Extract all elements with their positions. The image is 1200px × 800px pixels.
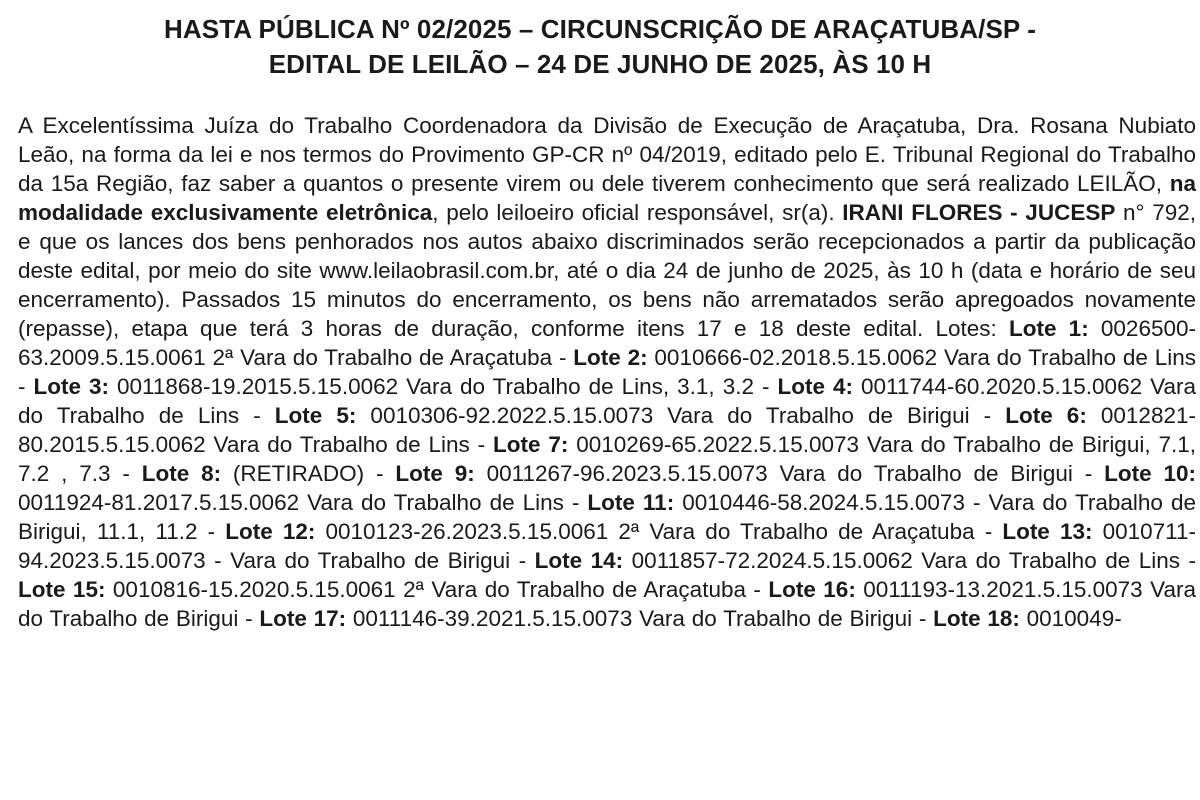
lot-label: Lote 13:	[1002, 519, 1093, 544]
lot-entry-text: (RETIRADO) -	[221, 461, 396, 486]
lot-entry-text: 0011267-96.2023.5.15.0073 Vara do Trabalho de Birigui -	[474, 461, 1105, 486]
lot-label: Lote 15:	[18, 577, 106, 602]
lot-label: Lote 10:	[1104, 461, 1197, 486]
lot-entry-text: 0011868-19.2015.5.15.0062 Vara do Trabalho de Lins, 3.1, 3.2 -	[109, 374, 778, 399]
lot-label: Lote 3:	[33, 374, 110, 399]
lot-entry-text: 0010049-	[1019, 606, 1122, 631]
lot-label: Lote 8:	[141, 461, 222, 486]
lot-entry-text: 0011924-81.2017.5.15.0062 Vara do Trabalho de Lins -	[18, 490, 588, 515]
notice-title	[0, 0, 1200, 82]
lot-entry-text: 0011193-13.2021.5.15.0073 Vara do Trabalho de Birigui -	[18, 577, 1196, 631]
lot-entry-text: 0010446-58.2024.5.15.0073 - Vara do Trabalho de Birigui, 11.1, 11.2 -	[18, 490, 1196, 544]
lot-label: Lote 5:	[274, 403, 357, 428]
lot-label: Lote 2:	[573, 345, 648, 370]
lot-label: Lote 1:	[1008, 316, 1089, 341]
intro-text-3: n° 792, e que os lances dos bens penhorados nos autos abaixo discriminados serão recepcionados a partir da publicação deste edital, por meio do site www.leilaobrasil.com.br, até o dia 24 de junho de 2025, às 10 h (data e horário de seu encerramento). Passados 15 minutos do encerramento, os bens não arrematados serão apregoados novamente (repasse), etapa que terá 3 horas de duração, conforme itens 17 e 18 deste edital. Lotes:	[18, 200, 1197, 341]
lot-label: Lote 6:	[1005, 403, 1087, 428]
lot-entry-text: 0011744-60.2020.5.15.0062 Vara do Trabalho de Lins -	[18, 374, 1196, 428]
lot-label: Lote 16:	[768, 577, 856, 602]
notice-body	[0, 111, 1200, 633]
lot-label: Lote 17:	[259, 606, 347, 631]
lot-label: Lote 12:	[225, 519, 316, 544]
lot-entry-text: 0010269-65.2022.5.15.0073 Vara do Trabalho de Birigui, 7.1, 7.2 , 7.3 -	[18, 432, 1196, 486]
lot-entry-text: 0011857-72.2024.5.15.0062 Vara do Trabalho de Lins -	[623, 548, 1196, 573]
notice-title-line-1: HASTA PÚBLICA Nº 02/2025 – CIRCUNSCRIÇÃO DE ARAÇATUBA/SP -	[164, 14, 1036, 44]
intro-text-2: , pelo leiloeiro oficial responsável, sr(a).	[432, 200, 843, 225]
lot-label: Lote 14:	[534, 548, 624, 573]
lot-entry-text: 0010816-15.2020.5.15.0061 2ª Vara do Trabalho de Araçatuba -	[105, 577, 769, 602]
modality-text: na modalidade exclusivamente eletrônica	[18, 171, 1196, 225]
lot-entry-text: 0010711-94.2023.5.15.0073 - Vara do Trabalho de Birigui -	[18, 519, 1197, 573]
lot-entry-text: 0026500-63.2009.5.15.0061 2ª Vara do Trabalho de Araçatuba -	[18, 316, 1196, 370]
auctioneer-name: IRANI FLORES - JUCESP	[842, 200, 1116, 225]
lot-entry-text: 0010666-02.2018.5.15.0062 Vara do Trabalho de Lins -	[18, 345, 1196, 399]
lot-label: Lote 4:	[777, 374, 853, 399]
lot-label: Lote 9:	[395, 461, 475, 486]
lot-label: Lote 11:	[587, 490, 675, 515]
lot-label: Lote 7:	[493, 432, 569, 457]
notice-title-line-2: EDITAL DE LEILÃO – 24 DE JUNHO DE 2025, ÀS 10 H	[268, 49, 932, 79]
lots-list	[18, 316, 1196, 631]
lot-entry-text: 0010306-92.2022.5.15.0073 Vara do Trabalho de Birigui -	[356, 403, 1006, 428]
intro-text-1: A Excelentíssima Juíza do Trabalho Coordenadora da Divisão de Execução de Araçatuba, Dra. Rosana Nubiato Leão, na forma da lei e nos termos do Provimento GP-CR nº 04/2019, editado pelo E. Tribunal Regional do Trabalho da 15a Região, faz saber a quantos o presente virem ou dele tiverem conhecimento que será realizado LEILÃO,	[18, 113, 1196, 196]
lot-entry-text: 0010123-26.2023.5.15.0061 2ª Vara do Trabalho de Araçatuba -	[315, 519, 1003, 544]
lot-label: Lote 18:	[933, 606, 1020, 631]
lot-entry-text: 0012821-80.2015.5.15.0062 Vara do Trabalho de Lins -	[18, 403, 1196, 457]
lot-entry-text: 0011146-39.2021.5.15.0073 Vara do Trabalho de Birigui -	[346, 606, 934, 631]
